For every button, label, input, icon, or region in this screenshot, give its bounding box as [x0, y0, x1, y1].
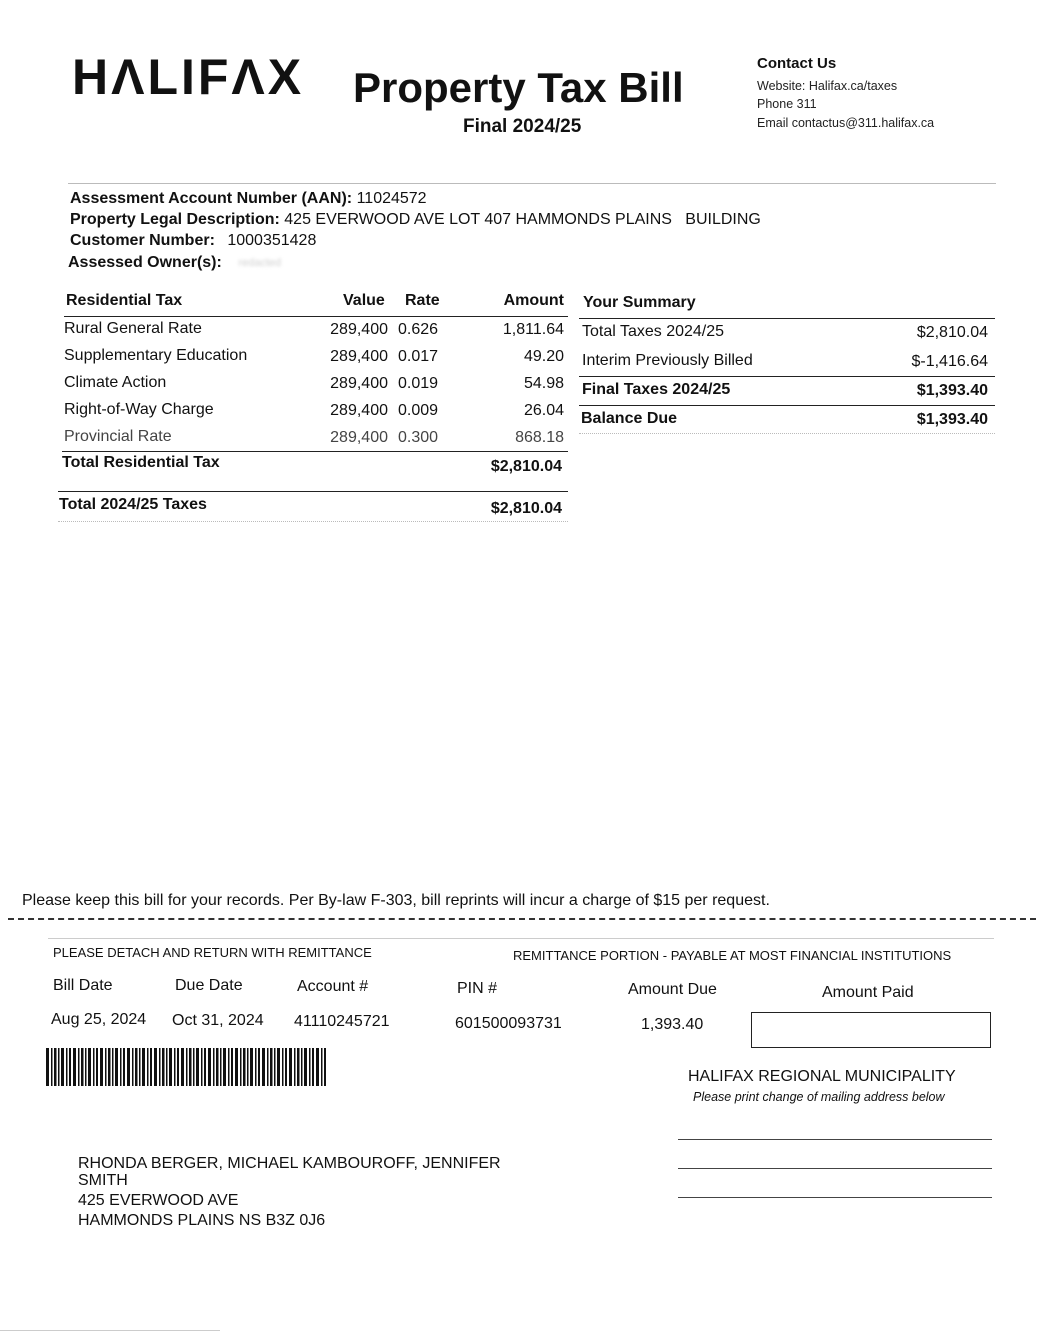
bill-date-label: Bill Date — [53, 977, 113, 994]
address-change-line-2[interactable] — [678, 1168, 992, 1169]
row-amount: 54.98 — [523, 375, 564, 392]
summary-interim-value: $-1,416.64 — [911, 353, 988, 370]
amount-paid-input[interactable] — [751, 1012, 991, 1048]
row-name: Climate Action — [64, 374, 167, 391]
row-value: 289,400 — [330, 321, 388, 338]
address-change-note: Please print change of mailing address below — [693, 1090, 945, 1104]
legal-value: 425 EVERWOOD AVE LOT 407 HAMMONDS PLAINS BUILDING — [284, 211, 761, 228]
bill-date-value: Aug 25, 2024 — [51, 1011, 147, 1028]
barcode — [46, 1048, 326, 1086]
mailing-line: 425 EVERWOOD AVE — [78, 1192, 239, 1209]
col-value: Value — [343, 292, 385, 309]
row-rate: 0.009 — [398, 402, 439, 419]
hrm-name: HALIFAX REGIONAL MUNICIPALITY — [688, 1068, 956, 1085]
summary-underline — [579, 433, 995, 434]
contact-website: Website: Halifax.ca/taxes — [757, 79, 898, 93]
row-name: Supplementary Education — [64, 347, 248, 364]
remittance-portion-notice: REMITTANCE PORTION - PAYABLE AT MOST FINANCIAL INSTITUTIONS — [513, 948, 952, 963]
mailing-line: SMITH — [78, 1172, 128, 1189]
balance-due-label: Balance Due — [581, 410, 678, 427]
grand-total-label: Total 2024/25 Taxes — [59, 496, 207, 513]
aan-row — [70, 190, 427, 208]
amount-paid-label: Amount Paid — [822, 984, 914, 1001]
records-notice: Please keep this bill for your records. Per By-law F-303, bill reprints will incur a charge of $15 per request. — [22, 892, 770, 909]
due-date-label: Due Date — [175, 977, 243, 994]
row-name: Rural General Rate — [64, 320, 202, 337]
header-divider — [68, 183, 996, 184]
summary-mid-rule — [579, 376, 995, 377]
grand-total-value: $2,810.04 — [490, 500, 562, 517]
legal-row — [70, 211, 761, 229]
customer-value: 1000351428 — [227, 232, 317, 249]
owner-value-redacted: redacted — [238, 256, 282, 269]
total-residential-value: $2,810.04 — [490, 458, 562, 475]
mailing-line: HAMMONDS PLAINS NS B3Z 0J6 — [78, 1212, 326, 1229]
customer-row — [70, 232, 316, 250]
amount-due-value: 1,393.40 — [641, 1016, 704, 1033]
address-change-line-1[interactable] — [678, 1139, 992, 1140]
due-date-value: Oct 31, 2024 — [172, 1012, 264, 1029]
summary-total-taxes-label: Total Taxes 2024/25 — [582, 323, 725, 340]
account-label: Account # — [297, 978, 369, 995]
pin-value: 601500093731 — [455, 1015, 562, 1032]
page-title: Property Tax Bill — [353, 64, 684, 111]
summary-final-value: $1,393.40 — [916, 382, 988, 399]
row-amount: 49.20 — [523, 348, 564, 365]
aan-label: Assessment Account Number (AAN): — [70, 190, 353, 207]
residential-heading: Residential Tax — [66, 292, 183, 309]
stub-top-rule — [48, 938, 994, 939]
halifax-logo: HΛLIFΛX — [72, 49, 305, 105]
bill-period: Final 2024/25 — [463, 116, 582, 137]
customer-label: Customer Number: — [70, 232, 215, 249]
row-name: Right-of-Way Charge — [64, 401, 214, 418]
row-rate: 0.300 — [398, 429, 439, 446]
row-rate: 0.626 — [398, 321, 439, 338]
address-change-line-3[interactable] — [678, 1197, 992, 1198]
row-name: Provincial Rate — [64, 428, 172, 445]
pin-label: PIN # — [457, 980, 498, 997]
summary-final-label: Final Taxes 2024/25 — [582, 381, 731, 398]
amount-due-label: Amount Due — [628, 981, 717, 998]
row-value: 289,400 — [330, 429, 388, 446]
summary-total-taxes-value: $2,810.04 — [916, 324, 988, 341]
contact-phone: Phone 311 — [757, 97, 817, 111]
summary-balance-rule — [579, 405, 995, 406]
detach-notice: PLEASE DETACH AND RETURN WITH REMITTANCE — [53, 945, 372, 960]
total-residential-label: Total Residential Tax — [62, 454, 220, 471]
aan-value: 11024572 — [356, 190, 427, 207]
residential-total-rule — [62, 451, 568, 452]
footer-edge — [0, 1330, 220, 1331]
row-value: 289,400 — [330, 348, 388, 365]
contact-heading: Contact Us — [757, 55, 837, 72]
row-amount: 868.18 — [515, 429, 564, 446]
grand-total-underline — [58, 521, 568, 522]
row-rate: 0.017 — [398, 348, 439, 365]
col-amount: Amount — [503, 292, 564, 309]
row-rate: 0.019 — [398, 375, 439, 392]
residential-header-rule — [64, 316, 568, 317]
summary-header-rule — [579, 318, 995, 319]
row-value: 289,400 — [330, 402, 388, 419]
mailing-line: RHONDA BERGER, MICHAEL KAMBOUROFF, JENNIFER — [78, 1155, 501, 1172]
col-rate: Rate — [405, 292, 440, 309]
summary-interim-label: Interim Previously Billed — [582, 352, 753, 369]
contact-email: Email contactus@311.halifax.ca — [757, 116, 935, 130]
row-value: 289,400 — [330, 375, 388, 392]
legal-label: Property Legal Description: — [70, 211, 280, 228]
row-amount: 26.04 — [523, 402, 564, 419]
summary-heading: Your Summary — [583, 294, 696, 311]
owner-row — [68, 254, 281, 272]
owner-label: Assessed Owner(s): — [68, 254, 222, 271]
row-amount: 1,811.64 — [502, 321, 564, 338]
account-value: 41110245721 — [294, 1013, 390, 1030]
balance-due-value: $1,393.40 — [916, 411, 988, 428]
tear-line — [8, 918, 1036, 920]
grand-total-rule — [58, 491, 568, 492]
